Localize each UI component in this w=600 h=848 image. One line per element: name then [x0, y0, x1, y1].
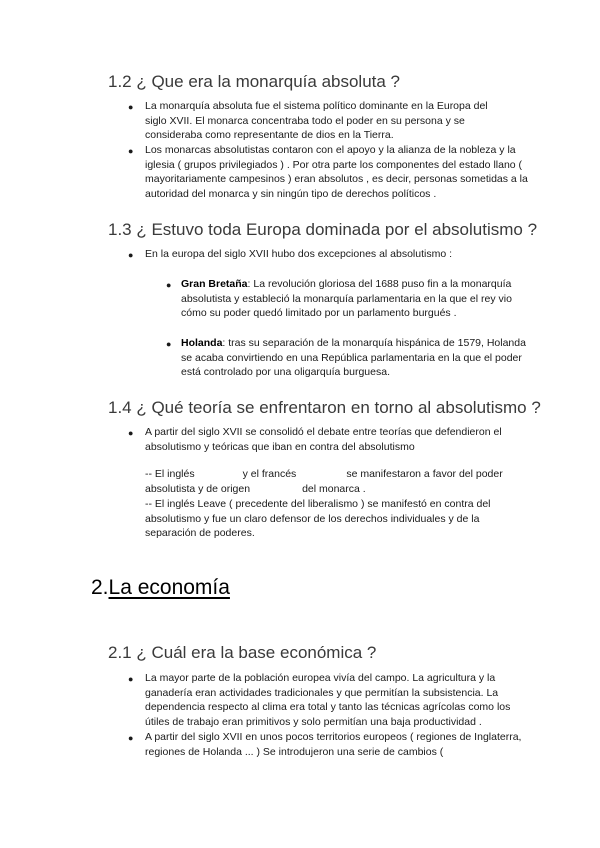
item-holanda [181, 336, 526, 380]
paragraph-1-3-intro: En la europa del siglo XVII hubo dos excepciones al absolutismo : [145, 248, 453, 260]
paragraph-1-4-line1: -- El inglés y el francés se manifestaron a favor del poder [145, 468, 503, 480]
section-2-title: 2.La economía [91, 576, 230, 599]
paragraph-1-4-line3: -- El inglés Leave ( precedente del liberalismo ) se manifestó en contra del absolutismo y fue un claro defensor de los derechos individuales y de la separación de poderes. [145, 498, 491, 539]
bullet-dot: ● [128, 674, 134, 684]
paragraph-1-2-b: Los monarcas absolutistas contaron con el apoyo y la alianza de la nobleza y la iglesia ( grupos privilegiados ) . Por otra parte los componentes del estado llano ( mayoritariamente campesinos ) eran absolutos , es decir, personas sometidas a la autoridad del monarca y sin ningún tipo de derechos políticos . [145, 144, 528, 200]
paragraph-1-4-intro: A partir del siglo XVII se consolidó el debate entre teorías que defendieron el absolutismo y teóricas que iban en contra del absolutismo [145, 426, 502, 453]
item-gran-bretana [181, 277, 526, 321]
bullet-dot: ● [128, 146, 134, 156]
heading-1-4: 1.4 ¿ Qué teoría se enfrentaron en torno al absolutismo ? [108, 398, 541, 417]
term-gran-bretana: Gran Bretaña [181, 278, 248, 290]
heading-1-3: 1.3 ¿ Estuvo toda Europa dominada por el absolutismo ? [108, 220, 538, 239]
paragraph-1-2-a: La monarquía absoluta fue el sistema político dominante en la Europa del siglo XVII. El monarca concentraba todo el poder en su persona y se consideraba como representante de dios en la Tierra. [145, 100, 488, 141]
paragraph-1-4-line2: absolutista y de origen del monarca . [145, 483, 366, 495]
heading-2-1: 2.1 ¿ Cuál era la base económica ? [108, 643, 377, 662]
heading-1-2: 1.2 ¿ Que era la monarquía absoluta ? [108, 72, 401, 91]
text-gran-bretana: : La revolución gloriosa del 1688 puso fin a la monarquía absolutista y estableció la monarquía parlamentaria en la que el rey vio cómo su poder quedó limitado por un parlamento burgués . [181, 278, 512, 319]
text-holanda: : tras su separación de la monarquía hispánica de 1579, Holanda se acaba convirtiendo en una República parlamentaria en la que el poder está controlado por una oligarquía burguesa. [181, 337, 526, 378]
bullet-dot: ● [128, 428, 134, 438]
paragraph-2-1-b: A partir del siglo XVII en unos pocos territorios europeos ( regiones de Inglaterra, regiones de Holanda ... ) Se introdujeron una serie de cambios ( [145, 731, 522, 758]
bullet-dot: ● [128, 733, 134, 743]
bullet-dot: ● [166, 280, 172, 290]
bullet-dot: ● [128, 102, 134, 112]
bullet-dot: ● [128, 250, 134, 260]
bullet-dot: ● [166, 339, 172, 349]
term-holanda: Holanda [181, 337, 223, 349]
paragraph-2-1-a: La mayor parte de la población europea vivía del campo. La agricultura y la ganadería eran actividades tradicionales y que permitían la subsistencia. La dependencia respecto al clima era total y tanto las técnicas agrícolas como los útiles de trabajo eran primitivos y solo permitían una baja productividad . [145, 672, 511, 728]
